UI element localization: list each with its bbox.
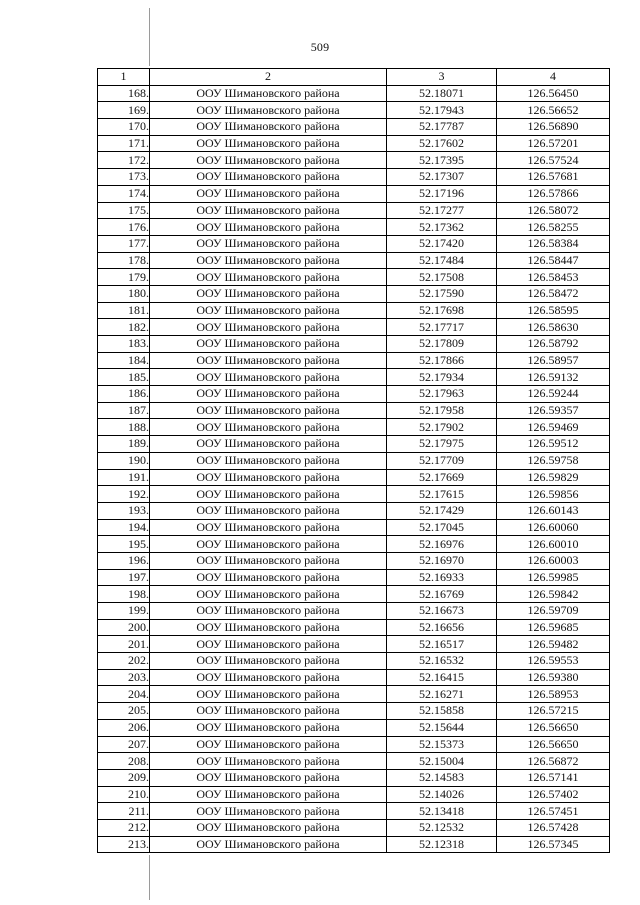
table-row [98,803,610,820]
table-row [98,319,610,336]
object-name-cell: ООУ Шимановского района [150,185,387,202]
latitude-cell: 52.17045 [387,519,497,536]
object-name-cell: ООУ Шимановского района [150,402,387,419]
object-name-cell: ООУ Шимановского района [150,636,387,653]
row-number-cell: 212. [98,819,150,836]
table-row [98,519,610,536]
latitude-cell: 52.16532 [387,653,497,670]
coordinates-table [97,68,610,853]
table-row [98,469,610,486]
longitude-cell: 126.59758 [497,452,610,469]
object-name-cell: ООУ Шимановского района [150,102,387,119]
latitude-cell: 52.16517 [387,636,497,653]
object-name-cell: ООУ Шимановского района [150,119,387,136]
row-number-cell: 199. [98,603,150,620]
row-number-cell: 204. [98,686,150,703]
table-row [98,502,610,519]
page-number: 509 [310,40,330,54]
row-number-cell: 201. [98,636,150,653]
table-row [98,235,610,252]
longitude-cell: 126.57345 [497,836,610,853]
latitude-cell: 52.17420 [387,235,497,252]
longitude-cell: 126.58957 [497,352,610,369]
longitude-cell: 126.57215 [497,703,610,720]
table-row [98,269,610,286]
object-name-cell: ООУ Шимановского района [150,769,387,786]
latitude-cell: 52.16976 [387,536,497,553]
row-number-cell: 176. [98,219,150,236]
row-number-cell: 177. [98,235,150,252]
row-number-cell: 200. [98,619,150,636]
row-number-cell: 207. [98,736,150,753]
object-name-cell: ООУ Шимановского района [150,836,387,853]
object-name-cell: ООУ Шимановского района [150,336,387,353]
latitude-cell: 52.18071 [387,85,497,102]
longitude-cell: 126.58453 [497,269,610,286]
latitude-cell: 52.15858 [387,703,497,720]
row-number-cell: 197. [98,569,150,586]
row-number-cell: 198. [98,586,150,603]
latitude-cell: 52.17717 [387,319,497,336]
object-name-cell: ООУ Шимановского района [150,169,387,186]
latitude-cell: 52.13418 [387,803,497,820]
object-name-cell: ООУ Шимановского района [150,152,387,169]
object-name-cell: ООУ Шимановского района [150,586,387,603]
object-name-cell: ООУ Шимановского района [150,519,387,536]
row-number-cell: 186. [98,386,150,403]
latitude-cell: 52.16769 [387,586,497,603]
table-row [98,386,610,403]
longitude-cell: 126.58255 [497,219,610,236]
table-row [98,219,610,236]
longitude-cell: 126.59482 [497,636,610,653]
object-name-cell: ООУ Шимановского района [150,202,387,219]
object-name-cell: ООУ Шимановского района [150,386,387,403]
latitude-cell: 52.17963 [387,386,497,403]
longitude-cell: 126.60003 [497,552,610,569]
row-number-cell: 206. [98,719,150,736]
table-row [98,302,610,319]
object-name-cell: ООУ Шимановского района [150,452,387,469]
latitude-cell: 52.17395 [387,152,497,169]
column-header-3: 3 [387,69,497,86]
object-name-cell: ООУ Шимановского района [150,719,387,736]
longitude-cell: 126.56890 [497,119,610,136]
row-number-cell: 170. [98,119,150,136]
latitude-cell: 52.14026 [387,786,497,803]
longitude-cell: 126.59553 [497,653,610,670]
longitude-cell: 126.60060 [497,519,610,536]
table-row [98,669,610,686]
latitude-cell: 52.16656 [387,619,497,636]
latitude-cell: 52.17958 [387,402,497,419]
margin-line-bottom [149,855,150,900]
object-name-cell: ООУ Шимановского района [150,285,387,302]
longitude-cell: 126.57866 [497,185,610,202]
latitude-cell: 52.17809 [387,336,497,353]
object-name-cell: ООУ Шимановского района [150,569,387,586]
row-number-cell: 213. [98,836,150,853]
row-number-cell: 185. [98,369,150,386]
table-row [98,552,610,569]
latitude-cell: 52.17787 [387,119,497,136]
table-row [98,152,610,169]
table-row [98,786,610,803]
object-name-cell: ООУ Шимановского района [150,419,387,436]
latitude-cell: 52.17669 [387,469,497,486]
latitude-cell: 52.14583 [387,769,497,786]
row-number-cell: 194. [98,519,150,536]
latitude-cell: 52.17277 [387,202,497,219]
latitude-cell: 52.17508 [387,269,497,286]
row-number-cell: 210. [98,786,150,803]
latitude-cell: 52.12318 [387,836,497,853]
object-name-cell: ООУ Шимановского района [150,502,387,519]
table-row [98,753,610,770]
row-number-cell: 173. [98,169,150,186]
longitude-cell: 126.57451 [497,803,610,820]
latitude-cell: 52.15644 [387,719,497,736]
object-name-cell: ООУ Шимановского района [150,469,387,486]
table-row [98,536,610,553]
latitude-cell: 52.15004 [387,753,497,770]
latitude-cell: 52.12532 [387,819,497,836]
longitude-cell: 126.57681 [497,169,610,186]
longitude-cell: 126.59357 [497,402,610,419]
object-name-cell: ООУ Шимановского района [150,736,387,753]
column-header-4: 4 [497,69,610,86]
row-number-cell: 211. [98,803,150,820]
table-row [98,619,610,636]
latitude-cell: 52.16673 [387,603,497,620]
table-header-row [98,69,610,86]
row-number-cell: 178. [98,252,150,269]
latitude-cell: 52.17590 [387,285,497,302]
latitude-cell: 52.17709 [387,452,497,469]
object-name-cell: ООУ Шимановского района [150,603,387,620]
longitude-cell: 126.60010 [497,536,610,553]
table-row [98,185,610,202]
latitude-cell: 52.17429 [387,502,497,519]
row-number-cell: 179. [98,269,150,286]
table-row [98,653,610,670]
latitude-cell: 52.17975 [387,436,497,453]
row-number-cell: 195. [98,536,150,553]
latitude-cell: 52.17866 [387,352,497,369]
longitude-cell: 126.57141 [497,769,610,786]
longitude-cell: 126.56650 [497,719,610,736]
table-row [98,135,610,152]
table-row [98,102,610,119]
longitude-cell: 126.57201 [497,135,610,152]
longitude-cell: 126.59685 [497,619,610,636]
longitude-cell: 126.59469 [497,419,610,436]
object-name-cell: ООУ Шимановского района [150,686,387,703]
column-header-1: 1 [98,69,150,86]
table-row [98,636,610,653]
object-name-cell: ООУ Шимановского района [150,703,387,720]
row-number-cell: 203. [98,669,150,686]
table-row [98,119,610,136]
latitude-cell: 52.17362 [387,219,497,236]
table-row [98,336,610,353]
longitude-cell: 126.57428 [497,819,610,836]
row-number-cell: 171. [98,135,150,152]
table-row [98,369,610,386]
latitude-cell: 52.17602 [387,135,497,152]
latitude-cell: 52.17615 [387,486,497,503]
row-number-cell: 209. [98,769,150,786]
latitude-cell: 52.17902 [387,419,497,436]
longitude-cell: 126.57402 [497,786,610,803]
table-row [98,202,610,219]
latitude-cell: 52.17484 [387,252,497,269]
table-row [98,569,610,586]
table-row [98,769,610,786]
longitude-cell: 126.58630 [497,319,610,336]
column-header-2: 2 [150,69,387,86]
latitude-cell: 52.17307 [387,169,497,186]
table-row [98,285,610,302]
row-number-cell: 187. [98,402,150,419]
longitude-cell: 126.59856 [497,486,610,503]
object-name-cell: ООУ Шимановского района [150,819,387,836]
margin-line-top [149,8,150,66]
object-name-cell: ООУ Шимановского района [150,219,387,236]
table-row [98,703,610,720]
row-number-cell: 196. [98,552,150,569]
table-row [98,85,610,102]
latitude-cell: 52.17943 [387,102,497,119]
latitude-cell: 52.16271 [387,686,497,703]
object-name-cell: ООУ Шимановского района [150,552,387,569]
longitude-cell: 126.58792 [497,336,610,353]
row-number-cell: 172. [98,152,150,169]
row-number-cell: 188. [98,419,150,436]
object-name-cell: ООУ Шимановского района [150,436,387,453]
row-number-cell: 189. [98,436,150,453]
object-name-cell: ООУ Шимановского района [150,235,387,252]
table-row [98,603,610,620]
object-name-cell: ООУ Шимановского района [150,319,387,336]
row-number-cell: 184. [98,352,150,369]
longitude-cell: 126.60143 [497,502,610,519]
row-number-cell: 193. [98,502,150,519]
latitude-cell: 52.15373 [387,736,497,753]
latitude-cell: 52.16970 [387,552,497,569]
row-number-cell: 174. [98,185,150,202]
longitude-cell: 126.56652 [497,102,610,119]
table-body [98,85,610,853]
table-row [98,719,610,736]
longitude-cell: 126.58953 [497,686,610,703]
longitude-cell: 126.59709 [497,603,610,620]
row-number-cell: 202. [98,653,150,670]
latitude-cell: 52.16933 [387,569,497,586]
row-number-cell: 182. [98,319,150,336]
table-row [98,419,610,436]
longitude-cell: 126.58472 [497,285,610,302]
object-name-cell: ООУ Шимановского района [150,653,387,670]
table-row [98,586,610,603]
longitude-cell: 126.58595 [497,302,610,319]
row-number-cell: 192. [98,486,150,503]
row-number-cell: 180. [98,285,150,302]
object-name-cell: ООУ Шимановского района [150,252,387,269]
object-name-cell: ООУ Шимановского района [150,669,387,686]
table-row [98,352,610,369]
table-row [98,452,610,469]
table-row [98,486,610,503]
object-name-cell: ООУ Шимановского района [150,269,387,286]
object-name-cell: ООУ Шимановского района [150,786,387,803]
object-name-cell: ООУ Шимановского района [150,85,387,102]
object-name-cell: ООУ Шимановского района [150,486,387,503]
longitude-cell: 126.58447 [497,252,610,269]
object-name-cell: ООУ Шимановского района [150,803,387,820]
object-name-cell: ООУ Шимановского района [150,352,387,369]
row-number-cell: 183. [98,336,150,353]
latitude-cell: 52.17196 [387,185,497,202]
longitude-cell: 126.58072 [497,202,610,219]
longitude-cell: 126.59842 [497,586,610,603]
row-number-cell: 205. [98,703,150,720]
object-name-cell: ООУ Шимановского района [150,302,387,319]
object-name-cell: ООУ Шимановского района [150,536,387,553]
table-row [98,836,610,853]
longitude-cell: 126.58384 [497,235,610,252]
object-name-cell: ООУ Шимановского района [150,619,387,636]
longitude-cell: 126.56872 [497,753,610,770]
longitude-cell: 126.59985 [497,569,610,586]
row-number-cell: 181. [98,302,150,319]
table-row [98,252,610,269]
table-row [98,736,610,753]
table-row [98,686,610,703]
longitude-cell: 126.59829 [497,469,610,486]
object-name-cell: ООУ Шимановского района [150,753,387,770]
latitude-cell: 52.16415 [387,669,497,686]
longitude-cell: 126.56450 [497,85,610,102]
table-row [98,402,610,419]
row-number-cell: 191. [98,469,150,486]
longitude-cell: 126.59380 [497,669,610,686]
row-number-cell: 169. [98,102,150,119]
longitude-cell: 126.59244 [497,386,610,403]
latitude-cell: 52.17934 [387,369,497,386]
row-number-cell: 175. [98,202,150,219]
row-number-cell: 168. [98,85,150,102]
row-number-cell: 190. [98,452,150,469]
table-row [98,819,610,836]
longitude-cell: 126.59512 [497,436,610,453]
row-number-cell: 208. [98,753,150,770]
longitude-cell: 126.57524 [497,152,610,169]
object-name-cell: ООУ Шимановского района [150,369,387,386]
table-row [98,436,610,453]
longitude-cell: 126.59132 [497,369,610,386]
table-row [98,169,610,186]
latitude-cell: 52.17698 [387,302,497,319]
longitude-cell: 126.56650 [497,736,610,753]
object-name-cell: ООУ Шимановского района [150,135,387,152]
